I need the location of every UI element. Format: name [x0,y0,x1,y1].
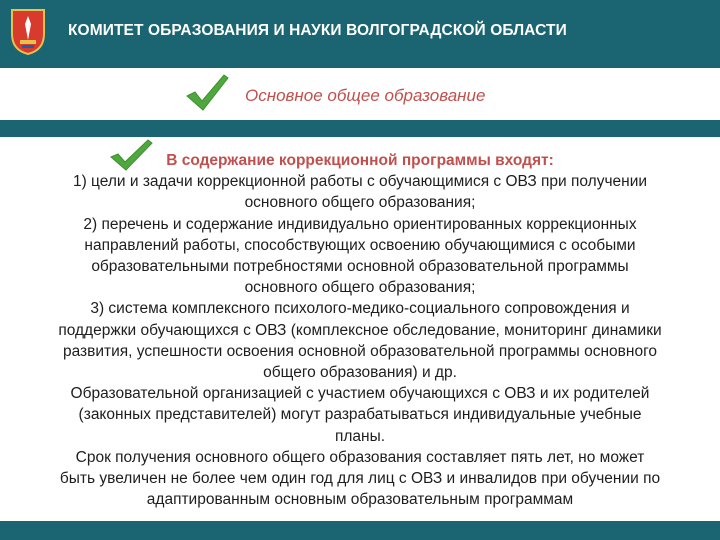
content-line: Образовательной организацией с участием обучающихся с ОВЗ и их родителей [70,385,650,403]
content-line: основного общего образования; [244,279,476,297]
content-line: развития, успешности освоения основной образовательной программы основного [62,342,658,360]
content-line: 3) система комплексного психолого-медико-социального сопровождения и [90,300,630,318]
content-heading: В содержание коррекционной программы входят: [166,152,554,169]
content-line: 1) цели и задачи коррекционной работы с обучающимися с ОВЗ при получении [72,173,648,191]
coat-of-arms-icon [8,6,48,56]
content-line: 2) перечень и содержание индивидуально ориентированных коррекционных [83,215,637,233]
content-line: (законных представителей) могут разрабатываться индивидуальные учебные [78,406,642,424]
subtitle-box [0,72,720,120]
content-line: быть увеличен не более чем один год для лиц с ОВЗ и инвалидов при обучении по [59,470,661,488]
section-divider-bar [0,120,720,137]
content-line: планы. [334,427,386,445]
content-line: Срок получения основного общего образования составляет пять лет, но может [75,448,645,466]
header-bar [0,0,720,68]
content-line: основного общего образования; [244,194,476,212]
content-line: общего образования) и др. [263,364,457,382]
header-title: КОМИТЕТ ОБРАЗОВАНИЯ И НАУКИ ВОЛГОГРАДСКОЙ ОБЛАСТИ [68,22,567,39]
subtitle-text: Основное общее образование [245,86,486,105]
footer-bar [0,521,720,540]
content-block [0,150,720,510]
checkmark-icon [184,70,230,114]
content-line: направлений работы, способствующих освоению обучающимися с особыми [84,236,636,254]
content-line: адаптированным основным образовательным программам [146,491,574,509]
content-line: образовательными потребностями основной образовательной программы [91,258,629,276]
content-line: поддержки обучающихся с ОВЗ (комплексное обследование, мониторинг динамики [58,321,662,339]
